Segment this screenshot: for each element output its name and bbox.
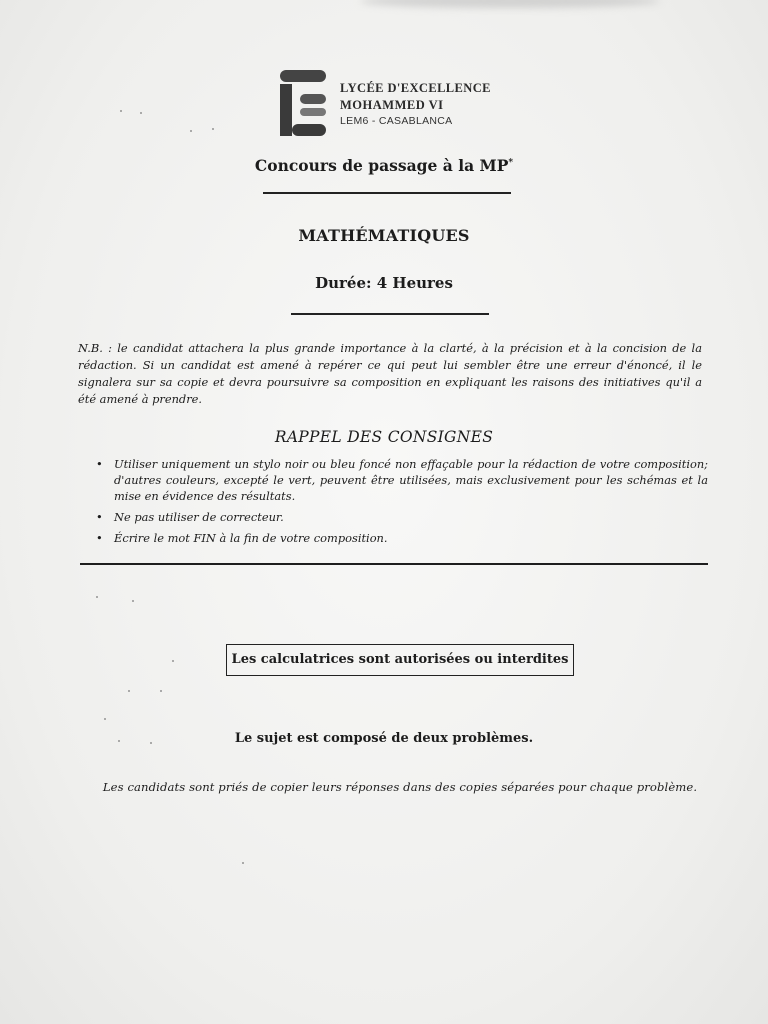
bullet-icon: • — [96, 510, 103, 524]
concours-sup: * — [508, 157, 514, 168]
scan-shadow — [360, 0, 660, 8]
consigne-text: Utiliser uniquement un stylo noir ou bleu foncé non effaçable pour la rédaction de votre composition; d'autres couleurs, excepté le vert, peuvent être utilisées, mais exclusivement pour les schémas et la mise en évidence des résultats. — [114, 457, 708, 503]
logo-line-2: MOHAMMED VI — [340, 98, 444, 112]
nb-paragraph: N.B. : le candidat attachera la plus grande importance à la clarté, à la précision et à la concision de la rédaction. Si un candidat est amené à repérer ce qui peut lui sembler être une erreur d'énoncé, il le signalera sur sa copie et devra poursuivre sa composition en expliquant les raisons des initiatives qu'il a été amené à prendre. — [78, 341, 702, 406]
consigne-text: Ne pas utiliser de correcteur. — [114, 510, 284, 524]
logo-line-3: LEM6 - CASABLANCA — [340, 115, 453, 127]
consignes-heading: RAPPEL DES CONSIGNES — [274, 428, 494, 446]
school-logo — [278, 70, 493, 136]
list-item — [96, 456, 708, 504]
subject-title: MATHÉMATIQUES — [298, 226, 470, 245]
exam-duration: Durée: 4 Heures — [315, 274, 453, 292]
school-emblem-icon — [278, 70, 328, 136]
divider-2 — [291, 313, 489, 315]
copies-instruction: Les candidats sont priés de copier leurs réponses dans des copies séparées pour chaque problème. — [102, 780, 698, 794]
logo-line-1: LYCÉE D'EXCELLENCE — [340, 81, 491, 95]
concours-title — [0, 156, 768, 175]
bullet-icon: • — [96, 531, 103, 545]
divider-3 — [80, 563, 708, 565]
list-item — [96, 509, 708, 525]
divider-1 — [263, 192, 511, 194]
bullet-icon: • — [96, 457, 103, 471]
concours-text: Concours de passage à la MP — [254, 156, 509, 175]
calculatrices-box: Les calculatrices sont autorisées ou interdites — [226, 644, 574, 676]
list-item — [96, 530, 708, 546]
sujet-statement: Le sujet est composé de deux problèmes. — [234, 731, 534, 746]
consigne-text: Écrire le mot FIN à la fin de votre composition. — [114, 531, 388, 545]
consignes-list — [96, 456, 708, 551]
